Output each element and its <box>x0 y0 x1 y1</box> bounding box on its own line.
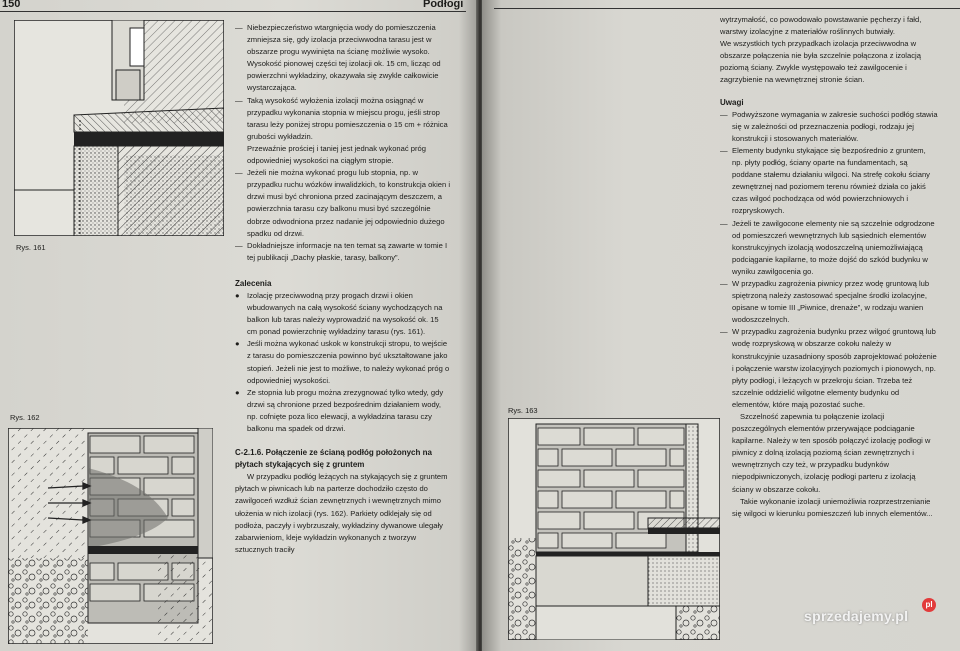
list-item: — Podwyższone wymagania w zakresie suchości podłóg stawia się w zależności od przeznaczenia podłogi, rodzaju jej konstrukcji i stosowanych materiałów. <box>720 109 938 143</box>
figure-162-drawing <box>8 428 213 644</box>
list-item: — W przypadku zagrożenia piwnicy przez wodę gruntową lub spiętrzoną należy zastosować specjalne środki izolacyjne, opisane w tomie III „Piwnice, drenaże”, w rodzaju wanien wodoszczelnych. <box>720 278 930 325</box>
figure-163-drawing <box>508 418 720 640</box>
right-page <box>482 0 960 651</box>
paragraph: wytrzymałość, co powodowało powstawanie pęcherzy i fałd, warstwy izolacyjne z materiałów roślinnych butwiały. <box>720 15 922 37</box>
header-rule <box>0 11 466 12</box>
running-head: Podłogi <box>423 0 464 10</box>
list-item: — Taką wysokość wyłożenia izolacji można osiągnąć w przypadku wykonania stopnia w miejscu progu, jeśli strop tarasu leży poniżej stropu pomieszczenia o 15 cm + różnica grubości wykładzin. <box>235 95 448 141</box>
left-text-column <box>235 22 450 556</box>
figure-161-caption: Rys. 161 <box>16 243 46 252</box>
figure-161-drawing <box>14 20 224 236</box>
list-item: — Jeżeli nie można wykonać progu lub stopnia, np. w przypadku ruchu wózków inwalidzkich, to konstrukcja okien i drzwi musi być chroniona przed zacinającym deszczem, a powierzchnia tarasu czy balkonu musi być szczególnie dobrze odwodniona przez nadanie jej odpowiednio dużego spadku od drzwi. <box>235 168 451 238</box>
paragraph: Takie wykonanie izolacji uniemożliwia rozprzestrzenianie się wilgoci w kierunku pomieszczeń lub innych elementów... <box>732 496 933 518</box>
recommendations-heading: Zalecenia <box>235 278 272 288</box>
paragraph: Przewaźnie prościej i taniej jest jednak wykonać próg odpowiedniej wysokości na ciągłym stropie. <box>247 143 426 166</box>
figure-163-caption: Rys. 163 <box>508 406 538 415</box>
list-item: ● Jeśli można wykonać uskok w konstrukcji stropu, to wejście z tarasu do pomieszczenia powinno być ukształtowane jako stopień. Jeżeli nie jest to możliwe, to należy wykonać próg o odpowiedniej wysokości. <box>235 339 450 385</box>
page-number: 150 <box>2 0 21 10</box>
paragraph: Szczelność zapewnia tu połączenie izolacji poszczególnych elementów przerywające podciąganie kapilarne. Należy w ten sposób połączyć izolację podłogi w piwnicy z dolną izolacją poziomą ścian zewnętrznych i wewnętrznych czy też, w przypadku budynków niepodpiwniczonych, izolację podłogi parteru z izolacją ściany w obszarze cokołu. <box>732 412 931 494</box>
header-rule <box>494 8 960 9</box>
right-text-column <box>720 14 938 520</box>
section-paragraph: W przypadku podłóg leżących na stykających się z gruntem płytach w piwnicach lub na parterze dochodziło często do zawilgoceń wzdłuż ścian zewnętrznych i wewnętrznych mimo ułożenia w nich izolacji (rys. 162). Parkiety odklejały się od podłoża, paczyły i wybrzuszały, wykładziny dywanowe ulegały zabarwieniom, kleje wykładzin wykonanych z tworzyw sztucznych traciły <box>235 472 448 554</box>
watermark-logo-icon: pl <box>922 598 936 612</box>
list-item: — Jeżeli te zawilgocone elementy nie są szczelnie odgrodzone od pomieszczeń wewnętrznych lub sąsiednich elementów konstrukcyjnych izolacją wodoszczelną uniemożliwiającą podciąganie kapilarne, to może dojść do szkód budynku w wyniku zawilgocenia go. <box>720 218 935 276</box>
list-item: — W przypadku zagrożenia budynku przez wilgoć gruntową lub wodę rozpryskową w obszarze cokołu należy w konstrukcyjnie uzasadniony sposób zaprojektować położenie i połączenie warstw izolacyjnych poziomych i pionowych, np. płyty podłogi, i leżących w przekroju ścian. Trzeba też szczelnie oddzielić wilgotne elementy budynku od elementów, które mają pozostać suche. <box>720 327 937 409</box>
watermark: sprzedajemy.pl <box>804 608 909 624</box>
section-heading: C-2.1.6. Połączenie ze ścianą podłóg położonych na płytach stykających się z gruntem <box>235 448 432 470</box>
list-item: ● Ze stopnia lub progu można zrezygnować tylko wtedy, gdy drzwi są chronione przed bezpośrednim działaniem wody, np. cofnięte poza lico elewacji, a wykładzina tarasu czy balkonu ma spadek od drzwi. <box>235 387 444 433</box>
left-page <box>0 0 478 651</box>
figure-162-caption: Rys. 162 <box>10 413 40 422</box>
notes-heading: Uwagi <box>720 97 744 107</box>
paragraph: We wszystkich tych przypadkach izolacja przeciwwodna w obszarze połączenia nie była szczelnie połączona z izolacją poziomą ściany. Zwykle występowało też zawilgocenie i zagrzybienie na wewnętrznej stronie ścian. <box>720 39 921 85</box>
list-item: — Elementy budynku stykające się bezpośrednio z gruntem, np. płyty podłóg, ściany oparte na fundamentach, są poddane stałemu działaniu wilgoci. Na strefę cokołu ściany zewnętrznej nad poziomem terenu również działa co jakiś czas wilgoć pochodząca od wód powierzchniowych i rozpryskowych. <box>720 145 930 216</box>
list-item: — Niebezpieczeństwo wtargnięcia wody do pomieszczenia zmniejsza się, gdy izolacja przeciwwodna tarasu jest w obszarze progu wywinięta na ścianę możliwie wysoko. Wysokość pionowej części tej izolacji ok. 15 cm, licząc od powierzchni wykładziny, okazywała się zwykle całkowicie wystarczająca. <box>235 23 441 93</box>
list-item: ● Izolację przeciwwodną przy progach drzwi i okien wbudowanych na całą wysokość ściany wychodzących na balkon lub taras należy wyprowadzić na wysokość ok. 15 cm ponad powierzchnię wykładziny tarasu (rys. 161). <box>235 290 443 337</box>
list-item: — Dokładniejsze informacje na ten temat są zawarte w tomie I tej publikacji „Dachy płaskie, tarasy, balkony”. <box>235 240 448 262</box>
